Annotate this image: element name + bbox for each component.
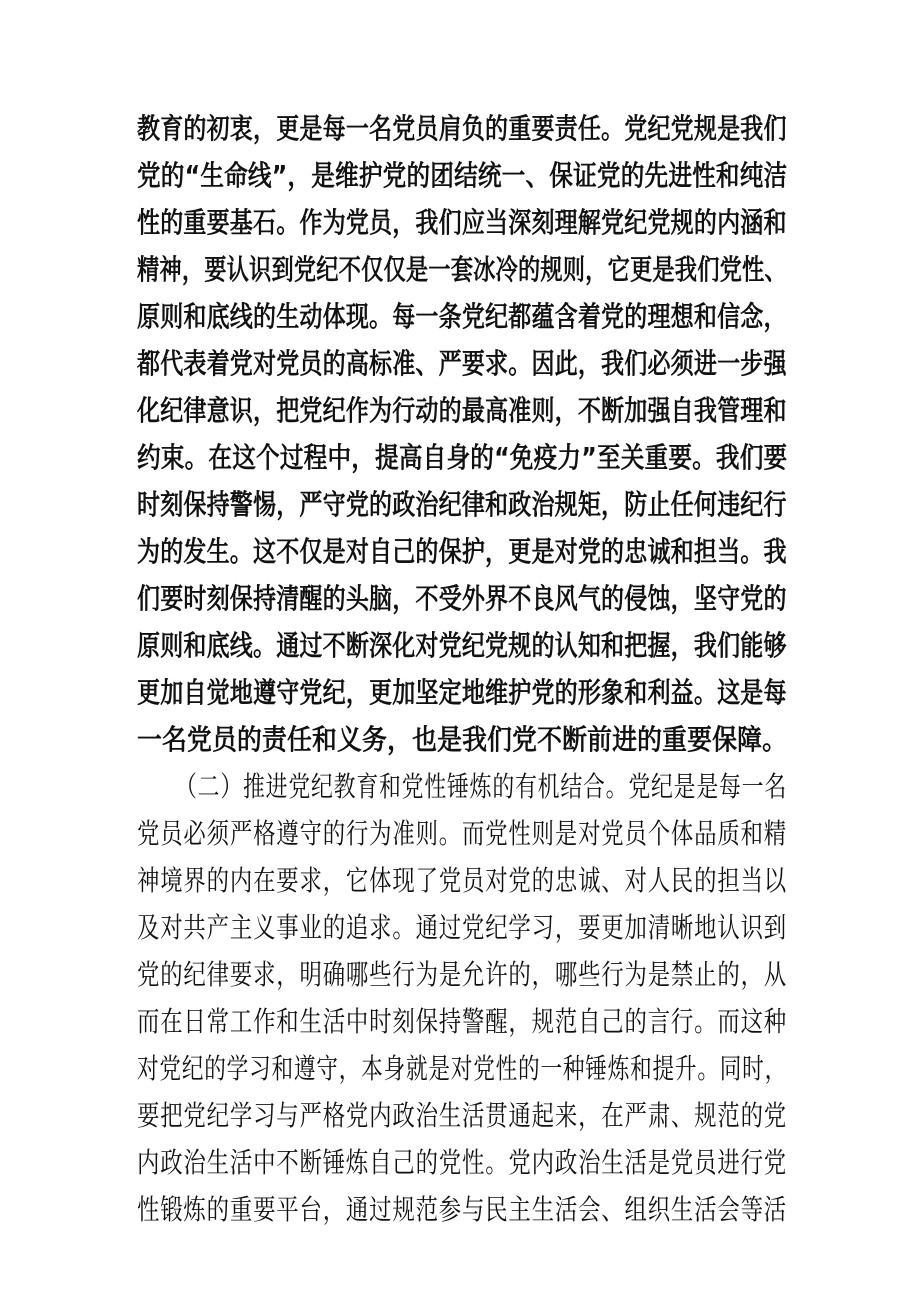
paragraph-1-line: 一名党员的责任和义务，也是我们党不断前进的重要保障。 (137, 723, 788, 756)
paragraph-1-line: 精神，要认识到党纪不仅仅是一套冰冷的规则，它更是我们党性、 (137, 253, 787, 286)
paragraph-2-line: （二）推进党纪教育和党性锤炼的有机结合。党纪是是每一名 (175, 770, 788, 803)
paragraph-1-line: 都代表着党对党员的高标准、严要求。因此，我们必须进一步强 (137, 347, 787, 380)
paragraph-1-line: 化纪律意识，把党纪作为行动的最高准则，不断加强自我管理和 (137, 394, 787, 427)
paragraph-1-line: 教育的初衷，更是每一名党员肩负的重要责任。党纪党规是我们 (137, 112, 787, 145)
paragraph-1-line: 为的发生。这不仅是对自己的保护，更是对党的忠诚和担当。我 (137, 535, 787, 568)
paragraph-1-line: 党的“生命线”，是维护党的团结统一、保证党的先进性和纯洁 (137, 159, 788, 192)
paragraph-1-line: 更加自觉地遵守党纪，更加坚定地维护党的形象和利益。这是每 (137, 676, 787, 709)
paragraph-2-line: 性锻炼的重要平台，通过规范参与民主生活会、组织生活会等活 (137, 1193, 788, 1226)
paragraph-2-line: 及对共产主义事业的追求。通过党纪学习，要更加清晰地认识到 (137, 911, 788, 944)
paragraph-2-line: 党的纪律要求，明确哪些行为是允许的，哪些行为是禁止的，从 (137, 958, 788, 991)
paragraph-2-line: 对党纪的学习和遵守，本身就是对党性的一种锤炼和提升。同时， (137, 1052, 788, 1085)
paragraph-1-line: 性的重要基石。作为党员，我们应当深刻理解党纪党规的内涵和 (137, 206, 787, 239)
paragraph-2-line: 要把党纪学习与严格党内政治生活贯通起来，在严肃、规范的党 (137, 1099, 788, 1132)
paragraph-2-line: 神境界的内在要求，它体现了党员对党的忠诚、对人民的担当以 (137, 864, 788, 897)
paragraph-1-line: 原则和底线的生动体现。每一条党纪都蕴含着党的理想和信念， (137, 300, 787, 333)
paragraph-2-line: 内政治生活中不断锤炼自己的党性。党内政治生活是党员进行党 (137, 1146, 788, 1179)
paragraph-1-line: 们要时刻保持清醒的头脑，不受外界不良风气的侵蚀，坚守党的 (137, 582, 787, 615)
paragraph-2-line: 党员必须严格遵守的行为准则。而党性则是对党员个体品质和精 (137, 817, 788, 850)
paragraph-1-line: 原则和底线。通过不断深化对党纪党规的认知和把握，我们能够 (137, 629, 787, 662)
paragraph-1-line: 时刻保持警惕，严守党的政治纪律和政治规矩，防止任何违纪行 (137, 488, 787, 521)
paragraph-2-line: 而在日常工作和生活中时刻保持警醒，规范自己的言行。而这种 (137, 1005, 788, 1038)
paragraph-1-line: 约束。在这个过程中，提高自身的“免疫力”至关重要。我们要 (137, 441, 788, 474)
